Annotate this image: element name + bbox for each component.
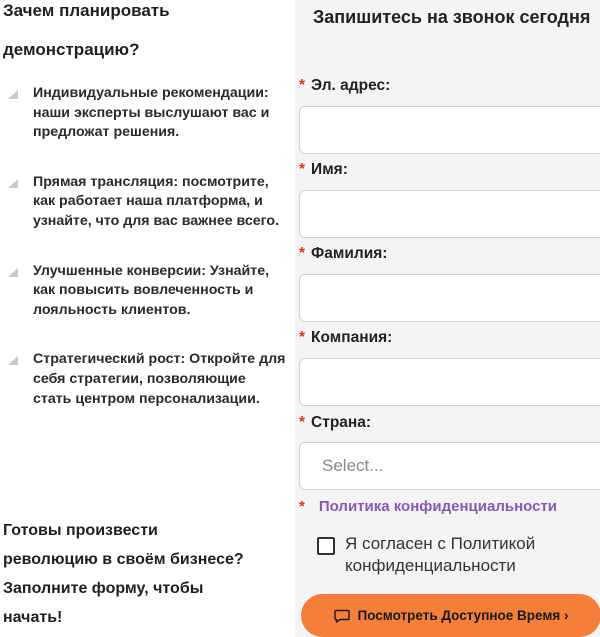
consent-checkbox[interactable] (317, 537, 335, 555)
email-label (299, 77, 390, 95)
list-item (0, 350, 288, 409)
submit-label: Посмотреть Доступное Время › (357, 608, 569, 623)
chat-icon (334, 609, 350, 623)
privacy-policy-row (299, 498, 557, 515)
heading-line-1: Зачем планировать (3, 1, 170, 20)
cta-line-3: Заполните форму, чтобы (3, 580, 204, 597)
last-name-label-text: Фамилия: (311, 245, 388, 262)
section-heading (3, 0, 283, 69)
bullet-triangle-icon (8, 179, 18, 188)
view-available-time-button[interactable] (301, 594, 600, 637)
country-label-text: Страна: (311, 414, 372, 431)
email-field[interactable] (299, 106, 600, 154)
form-panel (295, 0, 600, 637)
country-label (299, 414, 371, 432)
cta-text (3, 516, 288, 632)
benefit-text: Индивидуальные рекомендации: наши эксперты выслушают вас и предложат решения. (33, 85, 270, 141)
required-mark: * (299, 161, 306, 178)
email-label-text: Эл. адрес: (311, 77, 391, 94)
company-label-text: Компания: (311, 329, 393, 346)
country-select[interactable]: Select... (299, 442, 600, 490)
last-name-label (299, 245, 387, 263)
company-field[interactable] (299, 358, 600, 406)
bullet-triangle-icon (8, 268, 18, 277)
form-title: Запишитесь на звонок сегодня (313, 7, 591, 27)
benefit-text: Улучшенные конверсии: Узнайте, как повысить вовлеченность и лояльность клиентов. (33, 262, 270, 318)
consent-label: Я согласен с Политикой конфиденциальности (345, 534, 536, 575)
left-column (0, 0, 288, 637)
list-item (0, 84, 288, 143)
privacy-policy-link[interactable]: Политика конфиденциальности (318, 498, 558, 515)
required-mark: * (299, 414, 306, 431)
bullet-triangle-icon (8, 356, 18, 365)
required-mark: * (299, 77, 306, 94)
cta-line-1: Готовы произвести (3, 522, 158, 539)
list-item (0, 173, 288, 232)
last-name-field[interactable] (299, 274, 600, 322)
benefit-text: Стратегический рост: Откройте для себя стратегии, позволяющие стать центром персонализации. (33, 351, 286, 407)
list-item (0, 262, 288, 321)
first-name-label (299, 161, 348, 179)
benefit-text: Прямая трансляция: посмотрите, как работает наша платформа, и узнайте, что для вас важнее всего. (33, 173, 280, 229)
cta-line-2: революцию в своём бизнесе? (3, 551, 244, 568)
required-mark: * (299, 329, 306, 346)
company-label (299, 329, 392, 347)
cta-line-4: начать! (3, 609, 63, 626)
heading-line-2: демонстрацию? (3, 40, 140, 59)
benefits-list (0, 84, 288, 409)
first-name-label-text: Имя: (311, 161, 348, 178)
first-name-field[interactable] (299, 190, 600, 238)
required-mark: * (299, 498, 305, 515)
required-mark: * (299, 245, 306, 262)
bullet-triangle-icon (8, 90, 18, 99)
